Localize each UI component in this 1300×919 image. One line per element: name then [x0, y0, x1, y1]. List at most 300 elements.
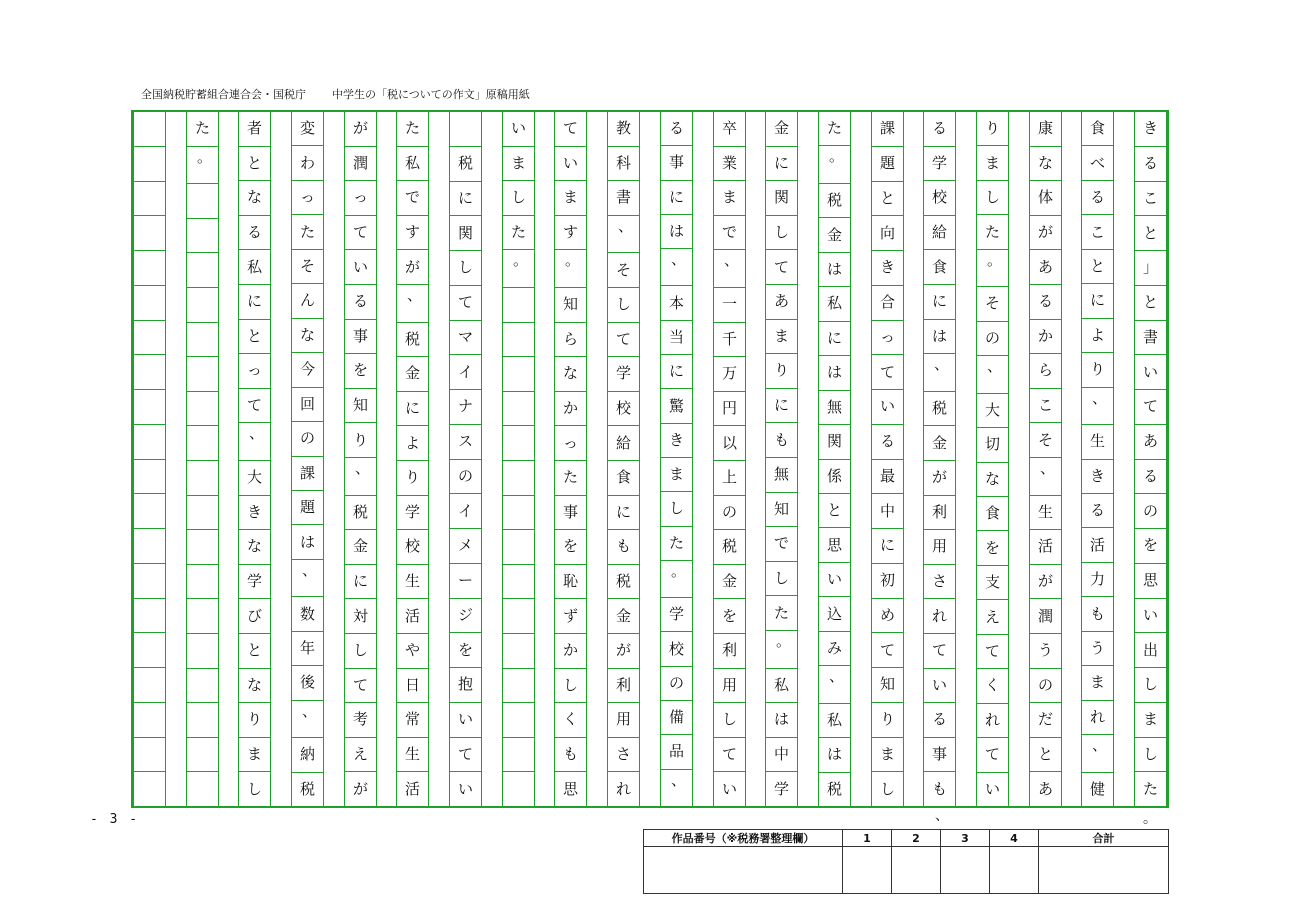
manuscript-cell: し: [977, 181, 1008, 215]
manuscript-cell: [503, 426, 534, 461]
manuscript-cell: こ: [1030, 389, 1061, 424]
manuscript-cell: 本: [661, 286, 692, 320]
manuscript-cell: 。: [977, 250, 1008, 287]
manuscript-cell: そ: [977, 287, 1008, 321]
manuscript-cell: [134, 738, 165, 773]
manuscript-cell: 給: [608, 426, 639, 461]
manuscript-cell: 最: [872, 460, 903, 495]
manuscript-cell: を: [714, 599, 745, 634]
manuscript-cell: 、: [924, 354, 955, 392]
manuscript-cell: ず: [555, 599, 586, 634]
manuscript-cell: 金: [608, 599, 639, 634]
manuscript-cell: 出: [1135, 633, 1166, 668]
manuscript-cell: 校: [397, 530, 428, 565]
score-cell-work-number[interactable]: [644, 847, 843, 894]
manuscript-cell: の: [977, 322, 1008, 356]
manuscript-cell: か: [555, 634, 586, 669]
manuscript-cell: [134, 355, 165, 390]
manuscript-cell: 知: [766, 493, 797, 528]
manuscript-cell: 税: [397, 323, 428, 358]
manuscript-cell: [503, 496, 534, 531]
manuscript-cell: 中: [872, 494, 903, 529]
manuscript-cell: の: [450, 460, 481, 495]
manuscript-cell: 業: [714, 147, 745, 182]
manuscript-cell: う: [1082, 632, 1113, 666]
manuscript-cell: [503, 288, 534, 323]
manuscript-column: [1029, 112, 1062, 806]
manuscript-cell: [503, 565, 534, 600]
manuscript-cell: て: [608, 323, 639, 358]
manuscript-cell: [503, 634, 534, 669]
score-cell-3[interactable]: [940, 847, 989, 894]
manuscript-cell: が: [345, 112, 376, 147]
manuscript-cell: し: [608, 288, 639, 323]
manuscript-cell: [187, 392, 218, 427]
manuscript-cell: 学: [397, 496, 428, 531]
manuscript-cell: な: [977, 463, 1008, 497]
manuscript-cell: 、: [292, 560, 323, 597]
manuscript-column: [1081, 112, 1114, 806]
manuscript-cell: ま: [1082, 666, 1113, 700]
manuscript-cell: っ: [292, 181, 323, 215]
manuscript-cell: 校: [608, 392, 639, 427]
manuscript-cell: 健: [1089, 779, 1105, 798]
manuscript-cell: 教: [608, 112, 639, 147]
manuscript-cell: っ: [872, 321, 903, 356]
manuscript-cell: の: [661, 667, 692, 701]
manuscript-cell: [187, 703, 218, 738]
manuscript-cell: る: [1135, 147, 1166, 182]
score-header-3: 3: [940, 830, 989, 847]
manuscript-cell: 一: [714, 288, 745, 323]
manuscript-cell: イ: [450, 355, 481, 390]
manuscript-cell: っ: [345, 181, 376, 216]
manuscript-cell: 税: [345, 496, 376, 531]
manuscript-cell: 利: [608, 669, 639, 704]
manuscript-cell: 用: [924, 530, 955, 565]
score-table: [643, 829, 1169, 894]
manuscript-cell: 用: [714, 669, 745, 704]
manuscript-cell: り: [345, 423, 376, 458]
manuscript-cell: な: [239, 669, 270, 704]
manuscript-cell: に: [450, 182, 481, 217]
manuscript-cell: た: [397, 112, 428, 147]
manuscript-cell: [503, 703, 534, 738]
manuscript-cell: を: [345, 354, 376, 389]
manuscript-cell: し: [1135, 668, 1166, 703]
manuscript-cell: 中: [766, 738, 797, 773]
manuscript-cell: に: [1082, 284, 1113, 318]
manuscript-cell: な: [239, 181, 270, 216]
manuscript-cell: の: [1135, 494, 1166, 529]
manuscript-cell: と: [239, 320, 270, 355]
manuscript-cell: な: [292, 319, 323, 353]
manuscript-cell: 回: [292, 388, 323, 422]
manuscript-cell: ス: [450, 425, 481, 460]
manuscript-cell: 卒: [714, 112, 745, 147]
score-cell-total[interactable]: [1038, 847, 1168, 894]
manuscript-cell: 。: [187, 147, 218, 185]
manuscript-cell: い: [457, 779, 473, 798]
manuscript-cell: 力: [1082, 563, 1113, 597]
manuscript-cell: そ: [292, 250, 323, 284]
manuscript-cell: 学: [239, 565, 270, 600]
manuscript-cell: に: [608, 496, 639, 531]
manuscript-cell: っ: [555, 426, 586, 461]
manuscript-cell: 事: [661, 146, 692, 180]
score-cell-4[interactable]: [989, 847, 1038, 894]
manuscript-cell: す: [397, 216, 428, 251]
manuscript-cell: 税: [608, 565, 639, 600]
score-header-4: 4: [989, 830, 1038, 847]
manuscript-cell: 利: [924, 496, 955, 531]
manuscript-cell: 係: [819, 460, 850, 494]
manuscript-cell: [187, 599, 218, 634]
manuscript-cell: 税: [450, 147, 481, 182]
manuscript-cell: 食: [1082, 112, 1113, 146]
manuscript-cell: 書: [1135, 321, 1166, 356]
manuscript-cell: て: [872, 355, 903, 390]
manuscript-cell: 当: [661, 321, 692, 355]
manuscript-cell: 校: [661, 632, 692, 666]
manuscript-cell: 、: [292, 701, 323, 738]
manuscript-cell: [187, 253, 218, 288]
manuscript-cell: だ: [1030, 703, 1061, 738]
manuscript-cell: 科: [608, 147, 639, 182]
manuscript-cell: [187, 426, 218, 461]
manuscript-cell: い: [872, 390, 903, 425]
manuscript-cell: に: [766, 147, 797, 182]
manuscript-cell: て: [977, 635, 1008, 669]
manuscript-cell: さ: [924, 565, 955, 600]
manuscript-cell: 潤: [345, 147, 376, 182]
manuscript-cell: あ: [1037, 779, 1053, 798]
manuscript-cell: あ: [766, 285, 797, 320]
manuscript-cell: 対: [345, 599, 376, 634]
manuscript-cell: り: [239, 703, 270, 738]
manuscript-cell: 食: [924, 250, 955, 285]
manuscript-cell: 」: [1135, 251, 1166, 286]
manuscript-column: [186, 112, 219, 806]
manuscript-cell: そ: [1030, 423, 1061, 458]
manuscript-cell: と: [1135, 286, 1166, 321]
page-number: - 3 -: [90, 812, 140, 827]
manuscript-cell: る: [345, 285, 376, 320]
manuscript-cell: 学: [773, 779, 789, 798]
manuscript-cell: [134, 529, 165, 564]
manuscript-grid: [131, 110, 1169, 808]
manuscript-cell: [134, 112, 165, 147]
manuscript-cell: に: [345, 565, 376, 600]
manuscript-cell: [134, 425, 165, 460]
manuscript-cell: [134, 564, 165, 599]
manuscript-cell: み: [819, 632, 850, 666]
manuscript-cell: ま: [872, 738, 903, 773]
score-cell-2[interactable]: [891, 847, 940, 894]
manuscript-cell: て: [977, 738, 1008, 772]
manuscript-cell: た: [292, 215, 323, 249]
manuscript-cell: [187, 323, 218, 358]
manuscript-cell: 題: [292, 491, 323, 525]
manuscript-cell: [187, 461, 218, 496]
manuscript-cell: [134, 182, 165, 217]
manuscript-cell: 金: [924, 426, 955, 461]
manuscript-cell: 課: [292, 457, 323, 491]
manuscript-cell: 書: [608, 181, 639, 216]
manuscript-cell: に: [239, 285, 270, 320]
manuscript-cell: [187, 738, 218, 773]
manuscript-cell: 日: [397, 669, 428, 704]
manuscript-column: [449, 112, 482, 806]
manuscript-cell: し: [345, 634, 376, 669]
manuscript-cell: 思: [562, 779, 578, 798]
manuscript-cell: イ: [450, 494, 481, 529]
manuscript-cell: 。: [661, 561, 692, 598]
manuscript-cell: に: [872, 529, 903, 564]
manuscript-cell: よ: [1082, 319, 1113, 353]
manuscript-column: [818, 112, 851, 806]
manuscript-cell: [503, 357, 534, 392]
manuscript-cell: る: [872, 425, 903, 460]
manuscript-cell: 、: [670, 770, 686, 789]
manuscript-cell: 初: [872, 564, 903, 599]
manuscript-cell: 生: [1082, 425, 1113, 459]
manuscript-cell: こ: [1135, 182, 1166, 217]
manuscript-cell: は: [924, 320, 955, 355]
manuscript-cell: [187, 496, 218, 531]
score-header-total: 合計: [1038, 830, 1168, 847]
manuscript-cell: メ: [450, 529, 481, 564]
manuscript-cell: こ: [1082, 215, 1113, 249]
manuscript-cell: し: [714, 703, 745, 738]
manuscript-cell: わ: [292, 146, 323, 180]
manuscript-cell: [187, 634, 218, 669]
manuscript-cell: 、: [819, 666, 850, 703]
manuscript-cell: と: [239, 634, 270, 669]
manuscript-cell: と: [1135, 216, 1166, 251]
manuscript-cell: と: [1030, 738, 1061, 773]
manuscript-column: [871, 112, 904, 806]
manuscript-cell: と: [819, 494, 850, 528]
manuscript-column: [923, 112, 956, 806]
manuscript-cell: で: [714, 216, 745, 251]
manuscript-cell: 知: [345, 389, 376, 424]
manuscript-cell: に: [661, 181, 692, 215]
manuscript-cell: 考: [345, 703, 376, 738]
manuscript-cell: 込: [819, 597, 850, 631]
manuscript-cell: る: [924, 112, 955, 147]
manuscript-cell: き: [1135, 112, 1166, 147]
manuscript-cell: た: [661, 527, 692, 561]
manuscript-column: [660, 112, 693, 806]
manuscript-cell: 、: [1082, 735, 1113, 772]
organization-name: 全国納税貯蓄組合連合会・国税庁: [141, 88, 306, 101]
manuscript-cell: 。: [766, 631, 797, 669]
manuscript-cell: 数: [292, 597, 323, 631]
manuscript-cell: 。: [819, 146, 850, 183]
manuscript-cell: 、: [977, 356, 1008, 393]
manuscript-cell: 関: [766, 181, 797, 216]
manuscript-cell: [134, 286, 165, 321]
manuscript-cell: い: [819, 563, 850, 597]
manuscript-column: [291, 112, 324, 806]
manuscript-column: [976, 112, 1009, 806]
manuscript-cell: 以: [714, 426, 745, 461]
manuscript-cell: れ: [924, 599, 955, 634]
manuscript-cell: [503, 530, 534, 565]
manuscript-cell: と: [1082, 250, 1113, 284]
score-cell-1[interactable]: [843, 847, 892, 894]
manuscript-cell: 向: [872, 216, 903, 251]
manuscript-cell: 税: [819, 184, 850, 218]
manuscript-cell: て: [766, 250, 797, 285]
manuscript-cell: た: [555, 461, 586, 496]
manuscript-cell: は: [292, 525, 323, 559]
manuscript-cell: 金: [397, 357, 428, 392]
manuscript-cell: の: [1030, 669, 1061, 704]
manuscript-cell: は: [819, 253, 850, 287]
manuscript-cell: 課: [872, 112, 903, 147]
manuscript-cell: ま: [661, 458, 692, 492]
manuscript-cell: て: [924, 634, 955, 669]
manuscript-cell: 、: [239, 423, 270, 461]
manuscript-cell: に: [661, 355, 692, 389]
manuscript-cell: 知: [872, 668, 903, 703]
manuscript-cell: べ: [1082, 146, 1113, 180]
manuscript-cell: [187, 669, 218, 704]
manuscript-cell: て: [345, 216, 376, 251]
manuscript-cell: て: [714, 738, 745, 773]
manuscript-cell: 学: [661, 598, 692, 632]
manuscript-cell: が: [1030, 565, 1061, 600]
manuscript-cell: て: [345, 669, 376, 704]
manuscript-cell: が: [397, 250, 428, 285]
manuscript-cell: [134, 633, 165, 668]
manuscript-cell: ら: [1030, 354, 1061, 389]
manuscript-cell: ナ: [450, 390, 481, 425]
manuscript-cell: き: [872, 251, 903, 286]
manuscript-cell: り: [977, 112, 1008, 146]
manuscript-cell: 税: [826, 779, 842, 798]
manuscript-cell: に: [924, 285, 955, 320]
manuscript-cell: [187, 772, 218, 806]
manuscript-cell: 生: [397, 565, 428, 600]
manuscript-cell: [503, 599, 534, 634]
manuscript-cell: し: [766, 562, 797, 597]
manuscript-cell: 、: [1082, 388, 1113, 425]
manuscript-cell: [503, 392, 534, 427]
manuscript-cell: 、: [345, 458, 376, 496]
manuscript-cell: 支: [977, 566, 1008, 600]
manuscript-cell: 食: [608, 461, 639, 496]
manuscript-cell: た: [187, 112, 218, 147]
manuscript-cell: 円: [714, 392, 745, 427]
manuscript-column: [502, 112, 535, 806]
manuscript-cell: も: [608, 530, 639, 565]
manuscript-cell: た: [977, 215, 1008, 249]
manuscript-cell: を: [555, 530, 586, 565]
manuscript-cell: 、: [608, 216, 639, 254]
manuscript-cell: [187, 565, 218, 600]
manuscript-cell: な: [239, 530, 270, 565]
manuscript-cell: な: [1030, 147, 1061, 182]
manuscript-cell: 用: [608, 703, 639, 738]
manuscript-cell: 事: [924, 738, 955, 773]
manuscript-cell: 金: [345, 530, 376, 565]
manuscript-cell: る: [1135, 460, 1166, 495]
manuscript-cell: 年: [292, 632, 323, 666]
manuscript-cell: し: [879, 779, 895, 798]
manuscript-cell: 無: [766, 458, 797, 493]
manuscript-cell: す: [555, 216, 586, 251]
manuscript-column: [1134, 112, 1167, 806]
manuscript-cell: 驚: [661, 389, 692, 423]
manuscript-cell: て: [872, 633, 903, 668]
manuscript-cell: 抱: [450, 668, 481, 703]
manuscript-cell: れ: [977, 704, 1008, 738]
manuscript-cell: ら: [555, 323, 586, 358]
form-header: [141, 86, 530, 102]
manuscript-column: [238, 112, 271, 806]
manuscript-cell: め: [872, 599, 903, 634]
manuscript-cell: 私: [397, 147, 428, 182]
manuscript-cell: ま: [1135, 703, 1166, 738]
manuscript-cell: [134, 216, 165, 251]
manuscript-cell: 税: [924, 392, 955, 427]
manuscript-cell: が: [608, 634, 639, 669]
manuscript-cell: し: [555, 669, 586, 704]
manuscript-cell: 変: [292, 112, 323, 146]
manuscript-cell: 。: [503, 250, 534, 288]
manuscript-cell: [503, 323, 534, 358]
manuscript-cell: 大: [239, 461, 270, 496]
manuscript-cell: 後: [292, 666, 323, 700]
manuscript-cell: て: [1135, 390, 1166, 425]
manuscript-cell: る: [1082, 494, 1113, 528]
manuscript-cell: [134, 147, 165, 182]
manuscript-cell: [134, 494, 165, 529]
manuscript-cell: が: [352, 779, 368, 798]
manuscript-cell: [134, 703, 165, 738]
manuscript-cell: か: [1030, 320, 1061, 355]
manuscript-cell: は: [661, 215, 692, 249]
manuscript-cell: [134, 599, 165, 634]
manuscript-cell: そ: [608, 253, 639, 288]
manuscript-cell: [187, 530, 218, 565]
manuscript-cell: も: [766, 423, 797, 458]
manuscript-cell: る: [661, 112, 692, 146]
manuscript-cell: 学: [608, 357, 639, 392]
manuscript-cell: い: [1135, 599, 1166, 634]
manuscript-cell: 上: [714, 461, 745, 496]
manuscript-cell: 、: [714, 250, 745, 288]
manuscript-cell: る: [924, 703, 955, 738]
manuscript-cell: く: [555, 703, 586, 738]
manuscript-cell: さ: [608, 738, 639, 773]
manuscript-cell: 、: [661, 249, 692, 286]
manuscript-cell: し: [450, 251, 481, 286]
manuscript-cell: れ: [1082, 701, 1113, 735]
manuscript-cell: も: [931, 779, 947, 798]
manuscript-cell: あ: [1030, 250, 1061, 285]
manuscript-cell: え: [345, 738, 376, 773]
manuscript-cell: ー: [450, 564, 481, 599]
manuscript-cell: の: [714, 496, 745, 531]
manuscript-column: [396, 112, 429, 806]
manuscript-cell: あ: [1135, 425, 1166, 460]
manuscript-cell: う: [1030, 634, 1061, 669]
manuscript-cell: 事: [555, 496, 586, 531]
